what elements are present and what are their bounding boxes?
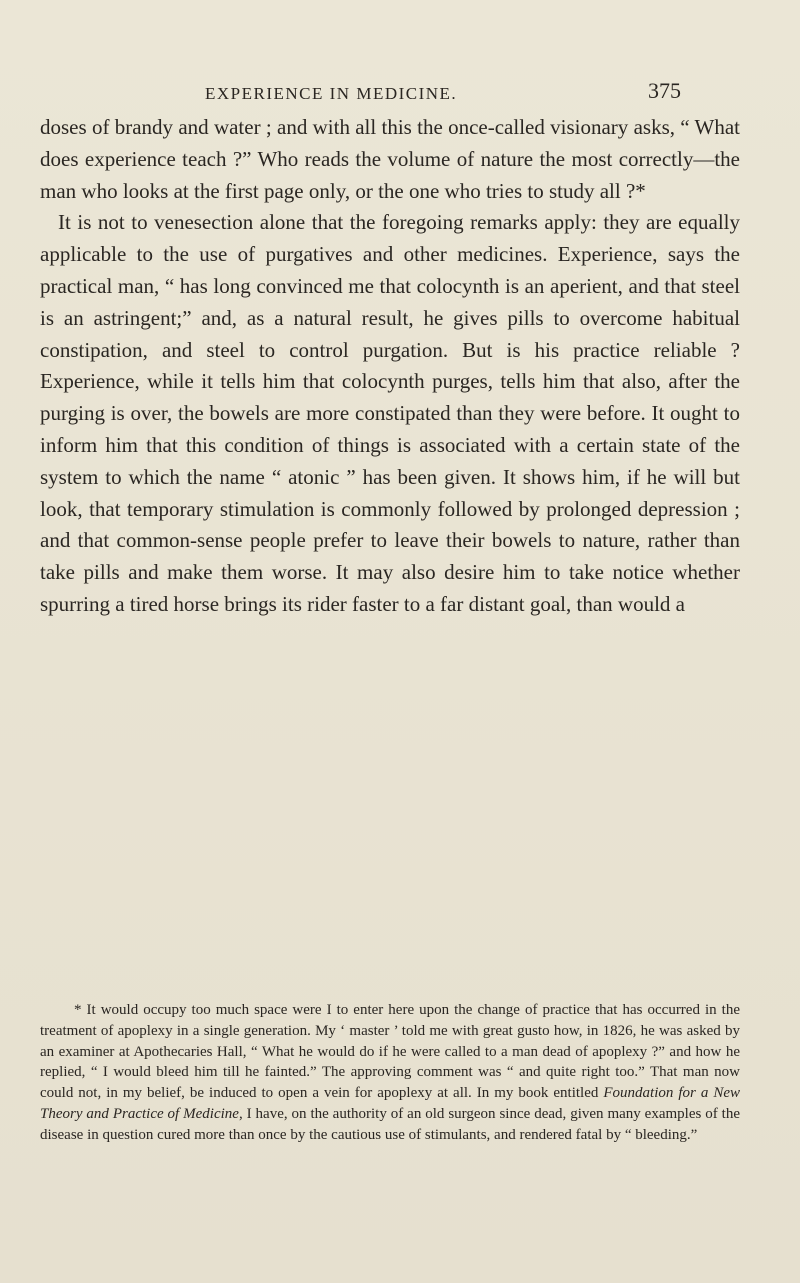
footnote [40, 1000, 740, 1146]
footnote-text [40, 1000, 740, 1146]
footnote-part-1: * It would occupy too much space were I to enter here upon the change of practice that has occurred in the treatment of apoplexy in a single generation. My ‘ master ’ told me with great gusto how, in 1826, he was asked by an examiner at Apothecaries Hall, “ What he would do if he were called to a man dead of apoplexy ?” and how he replied, “ I would bleed him till he fainted.” The approving comment was “ and quite right too.” That man now could not, in my belief, be induced to open a vein for apoplexy at all. In my book entitled [40, 1002, 740, 1102]
main-text [40, 112, 740, 621]
page-number: 375 [648, 78, 681, 103]
running-title: EXPERIENCE IN MEDICINE. [205, 84, 458, 103]
paragraph-continuation: doses of brandy and water ; and with all this the once-called visionary asks, “ What does experience teach ?” Who reads the volume of nature the most correctly—the man who looks at the first page only, or the one who tries to study all ?* [40, 115, 740, 203]
paragraph-venesection: It is not to venesection alone that the foregoing remarks apply: they are equally applicable to the use of purgatives and other medicines. Experience, says the practical man, “ has long convinced me that colocynth is an aperient, and that steel is an astringent;” and, as a natural result, he gives pills to overcome habitual constipation, and steel to control purgation. But is his practice reliable ? Experience, while it tells him that colocynth purges, tells him that also, after the purging is over, the bowels are more constipated than they were before. It ought to inform him that this condition of things is associated with a certain state of the system to which the name “ atonic ” has been given. It shows him, if he will but look, that temporary stimulation is commonly followed by prolonged depression ; and that common-sense people prefer to leave their bowels to nature, rather than take pills and make them worse. It may also desire him to take notice whether spurring a tired horse brings its rider faster to a far distant goal, than would a [40, 210, 740, 616]
footnote-book-title: Foundation for a New Theory and Practice of Medicine [40, 1085, 740, 1122]
footnote-part-2: , I have, on the authority of an old surgeon since dead, given many examples of the disease in question cured more than once by the cautious use of stimulants, and rendered fatal by “ bleeding.” [40, 1105, 740, 1143]
